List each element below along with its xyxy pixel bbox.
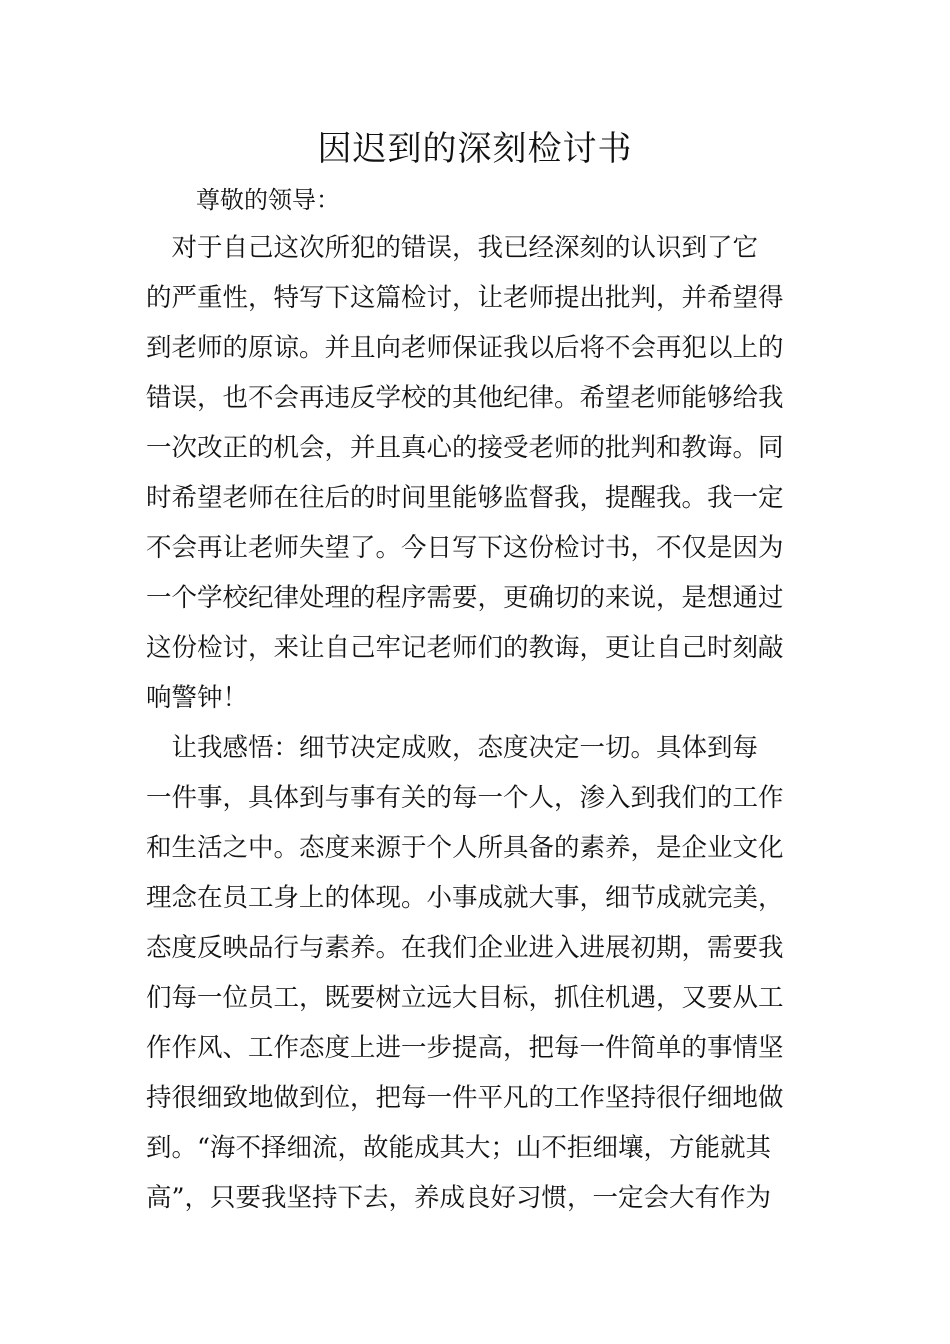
paragraph-2-line: 一件事，具体到与事有关的每一个人，渗入到我们的工作 bbox=[146, 783, 784, 813]
paragraph-1-line: 时希望老师在往后的时间里能够监督我，提醒我。我一定 bbox=[146, 483, 784, 513]
paragraph-1-line: 不会再让老师失望了。今日写下这份检讨书，不仅是因为 bbox=[146, 533, 784, 563]
paragraph-1-line: 错误，也不会再违反学校的其他纪律。希望老师能够给我 bbox=[146, 383, 784, 413]
paragraph-1-line: 一次改正的机会，并且真心的接受老师的批判和教诲。同 bbox=[146, 433, 784, 463]
salutation: 尊敬的领导： bbox=[196, 186, 340, 214]
paragraph-2-line: 态度反映品行与素养。在我们企业进入进展初期，需要我 bbox=[146, 933, 784, 963]
paragraph-2-line: 们每一位员工，既要树立远大目标，抓住机遇，又要从工 bbox=[146, 983, 784, 1013]
paragraph-2-line: 让我感悟：细节决定成败，态度决定一切。具体到每 bbox=[146, 733, 759, 763]
paragraph-2-line: 到。“海不择细流，故能成其大；山不拒细壤，方能就其 bbox=[146, 1133, 772, 1163]
paragraph-2-line: 理念在员工身上的体现。小事成就大事，细节成就完美， bbox=[146, 883, 784, 913]
paragraph-1-line: 到老师的原谅。并且向老师保证我以后将不会再犯以上的 bbox=[146, 333, 784, 363]
paragraph-2-line: 作作风、工作态度上进一步提高，把每一件简单的事情坚 bbox=[146, 1033, 784, 1063]
paragraph-1-line: 一个学校纪律处理的程序需要，更确切的来说，是想通过 bbox=[146, 583, 784, 613]
paragraph-2-line: 高”，只要我坚持下去，养成良好习惯，一定会大有作为 bbox=[146, 1183, 772, 1213]
paragraph-1-line: 响警钟！ bbox=[146, 683, 249, 713]
paragraph-2-line: 和生活之中。态度来源于个人所具备的素养，是企业文化 bbox=[146, 833, 784, 863]
paragraph-1-line: 这份检讨，来让自己牢记老师们的教诲，更让自己时刻敲 bbox=[146, 633, 784, 663]
paragraph-2-line: 持很细致地做到位，把每一件平凡的工作坚持很仔细地做 bbox=[146, 1083, 784, 1113]
document-title: 因迟到的深刻检讨书 bbox=[317, 129, 633, 169]
paragraph-1-line: 的严重性，特写下这篇检讨，让老师提出批判，并希望得 bbox=[146, 283, 784, 313]
paragraph-1-line: 对于自己这次所犯的错误，我已经深刻的认识到了它 bbox=[146, 233, 759, 263]
